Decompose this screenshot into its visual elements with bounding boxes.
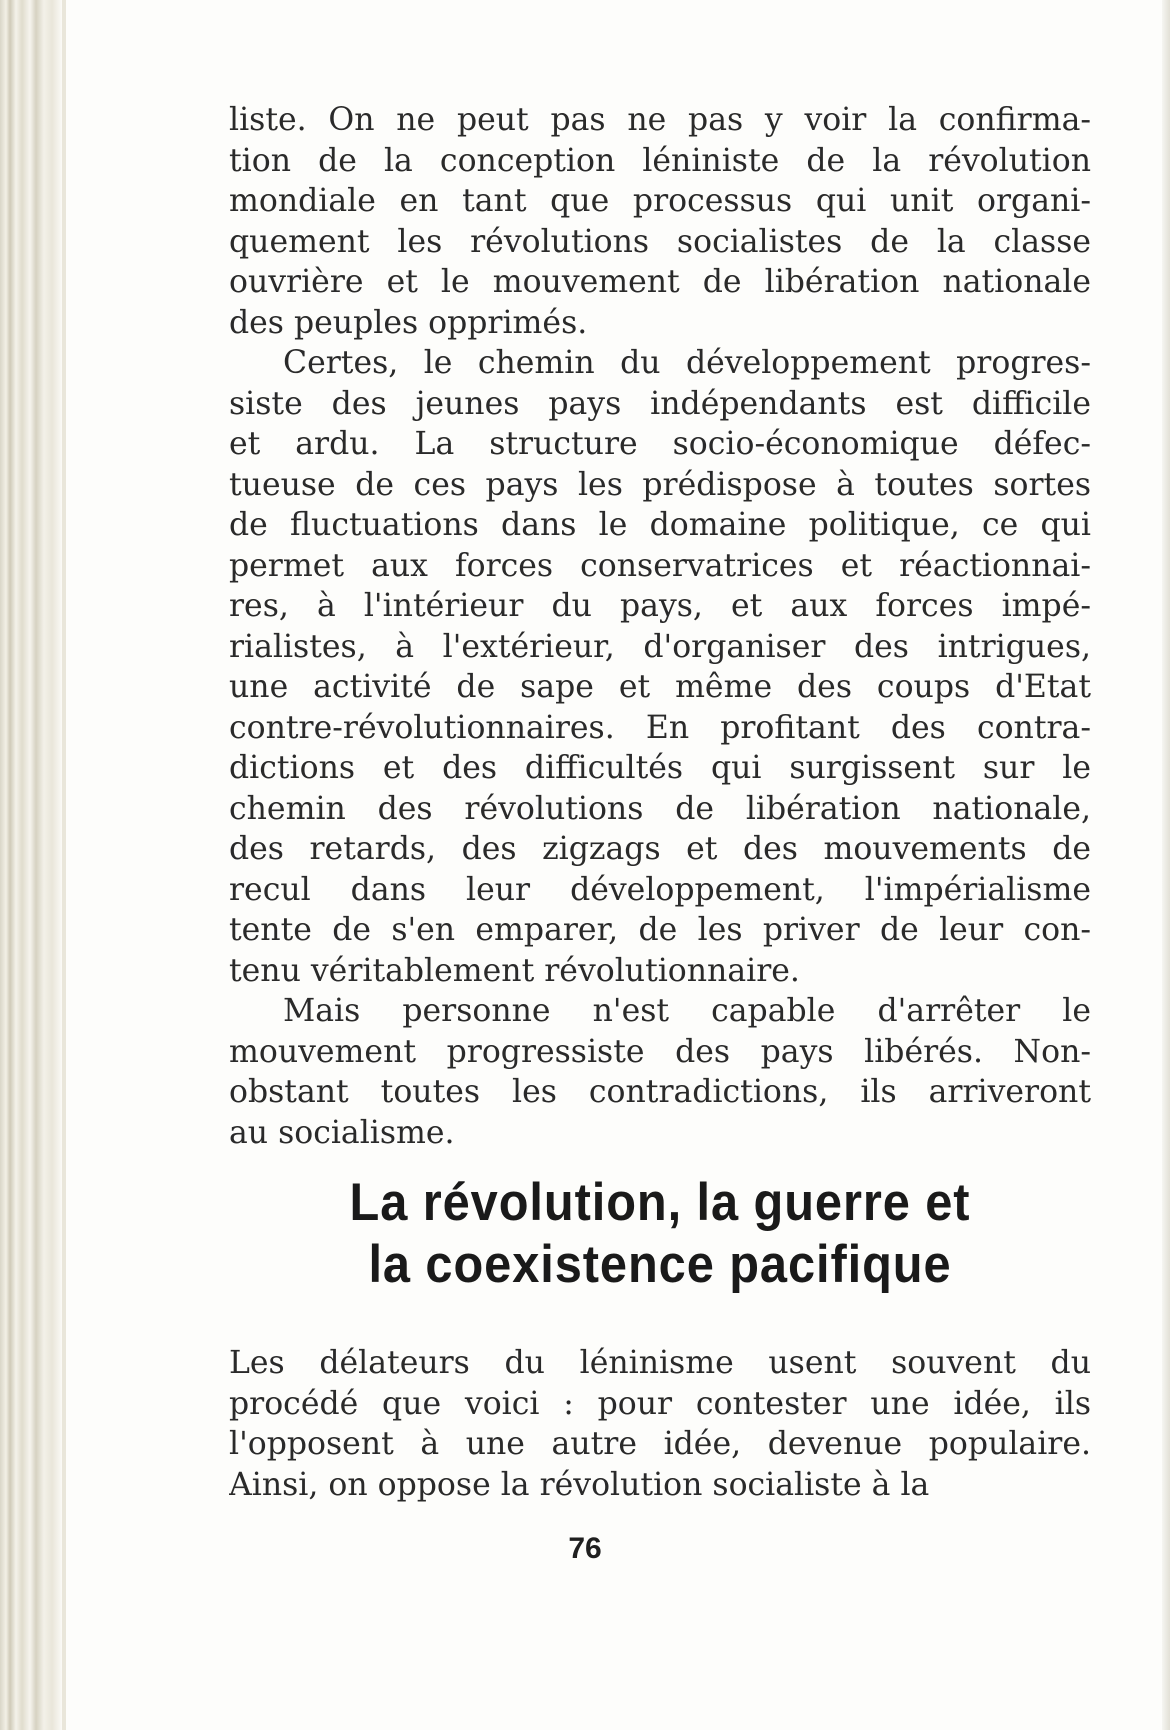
body-text-top [229, 100, 1091, 1153]
section-heading [263, 1172, 1056, 1296]
text-line: liste. On ne peut pas ne pas y voir la confirma- [229, 102, 1091, 138]
text-line: Certes, le chemin du développement progres- [283, 345, 1091, 381]
heading-line-2: la coexistence pacifique [368, 1235, 952, 1294]
text-line: et ardu. La structure socio-économique défec- [229, 426, 1091, 462]
text-line: rialistes, à l'extérieur, d'organiser des intrigues, [229, 628, 1091, 665]
text-line: dictions et des difficultés qui surgissent sur le [229, 750, 1091, 786]
paragraph [229, 1343, 1091, 1505]
page-right-edge [1162, 0, 1170, 1730]
text-line: tueuse de ces pays les prédispose à toutes sortes [229, 466, 1091, 503]
text-line: de fluctuations dans le domaine politique, ce qui [229, 507, 1091, 543]
text-line: Mais personne n'est capable d'arrêter le [283, 993, 1091, 1029]
text-line: des retards, des zigzags et des mouvements de [229, 831, 1091, 867]
text-line: recul dans leur développement, l'impérialisme [229, 871, 1091, 908]
text-line: Les délateurs du léninisme usent souvent du [229, 1345, 1091, 1381]
text-line: obstant toutes les contradictions, ils arriveront [229, 1074, 1091, 1110]
text-line: tion de la conception léniniste de la révolution [229, 142, 1091, 179]
text-line: des peuples opprimés. [229, 304, 588, 341]
text-line: au socialisme. [229, 1114, 455, 1151]
text-line: siste des jeunes pays indépendants est difficile [229, 385, 1091, 422]
text-line: chemin des révolutions de libération nationale, [229, 790, 1091, 827]
text-line: ouvrière et le mouvement de libération nationale [229, 264, 1091, 300]
book-spine-shadow [0, 0, 62, 1730]
text-line: mouvement progressiste des pays libérés. Non- [229, 1033, 1091, 1070]
heading-line-1: La révolution, la guerre et [349, 1173, 971, 1232]
paragraph [229, 991, 1091, 1153]
text-line: tenu véritablement révolutionnaire. [229, 952, 800, 989]
text-line: res, à l'intérieur du pays, et aux forces impé- [229, 588, 1091, 624]
text-line: quement les révolutions socialistes de la classe [229, 223, 1091, 260]
text-line: permet aux forces conservatrices et réactionnai- [229, 547, 1091, 584]
text-line: tente de s'en emparer, de les priver de leur con- [229, 912, 1091, 948]
text-line: une activité de sape et même des coups d'Etat [229, 669, 1091, 705]
text-line: mondiale en tant que processus qui unit organi- [229, 183, 1091, 219]
text-line: contre-révolutionnaires. En profitant des contra- [229, 709, 1091, 746]
paragraph [229, 100, 1091, 343]
text-line: Ainsi, on oppose la révolution socialiste à la [229, 1466, 930, 1503]
text-line: l'opposent à une autre idée, devenue populaire. [229, 1426, 1091, 1462]
text-line: procédé que voici : pour contester une idée, ils [229, 1385, 1091, 1422]
body-text-bottom [229, 1343, 1091, 1505]
paragraph [229, 343, 1091, 991]
page-number: 76 [568, 1532, 602, 1565]
